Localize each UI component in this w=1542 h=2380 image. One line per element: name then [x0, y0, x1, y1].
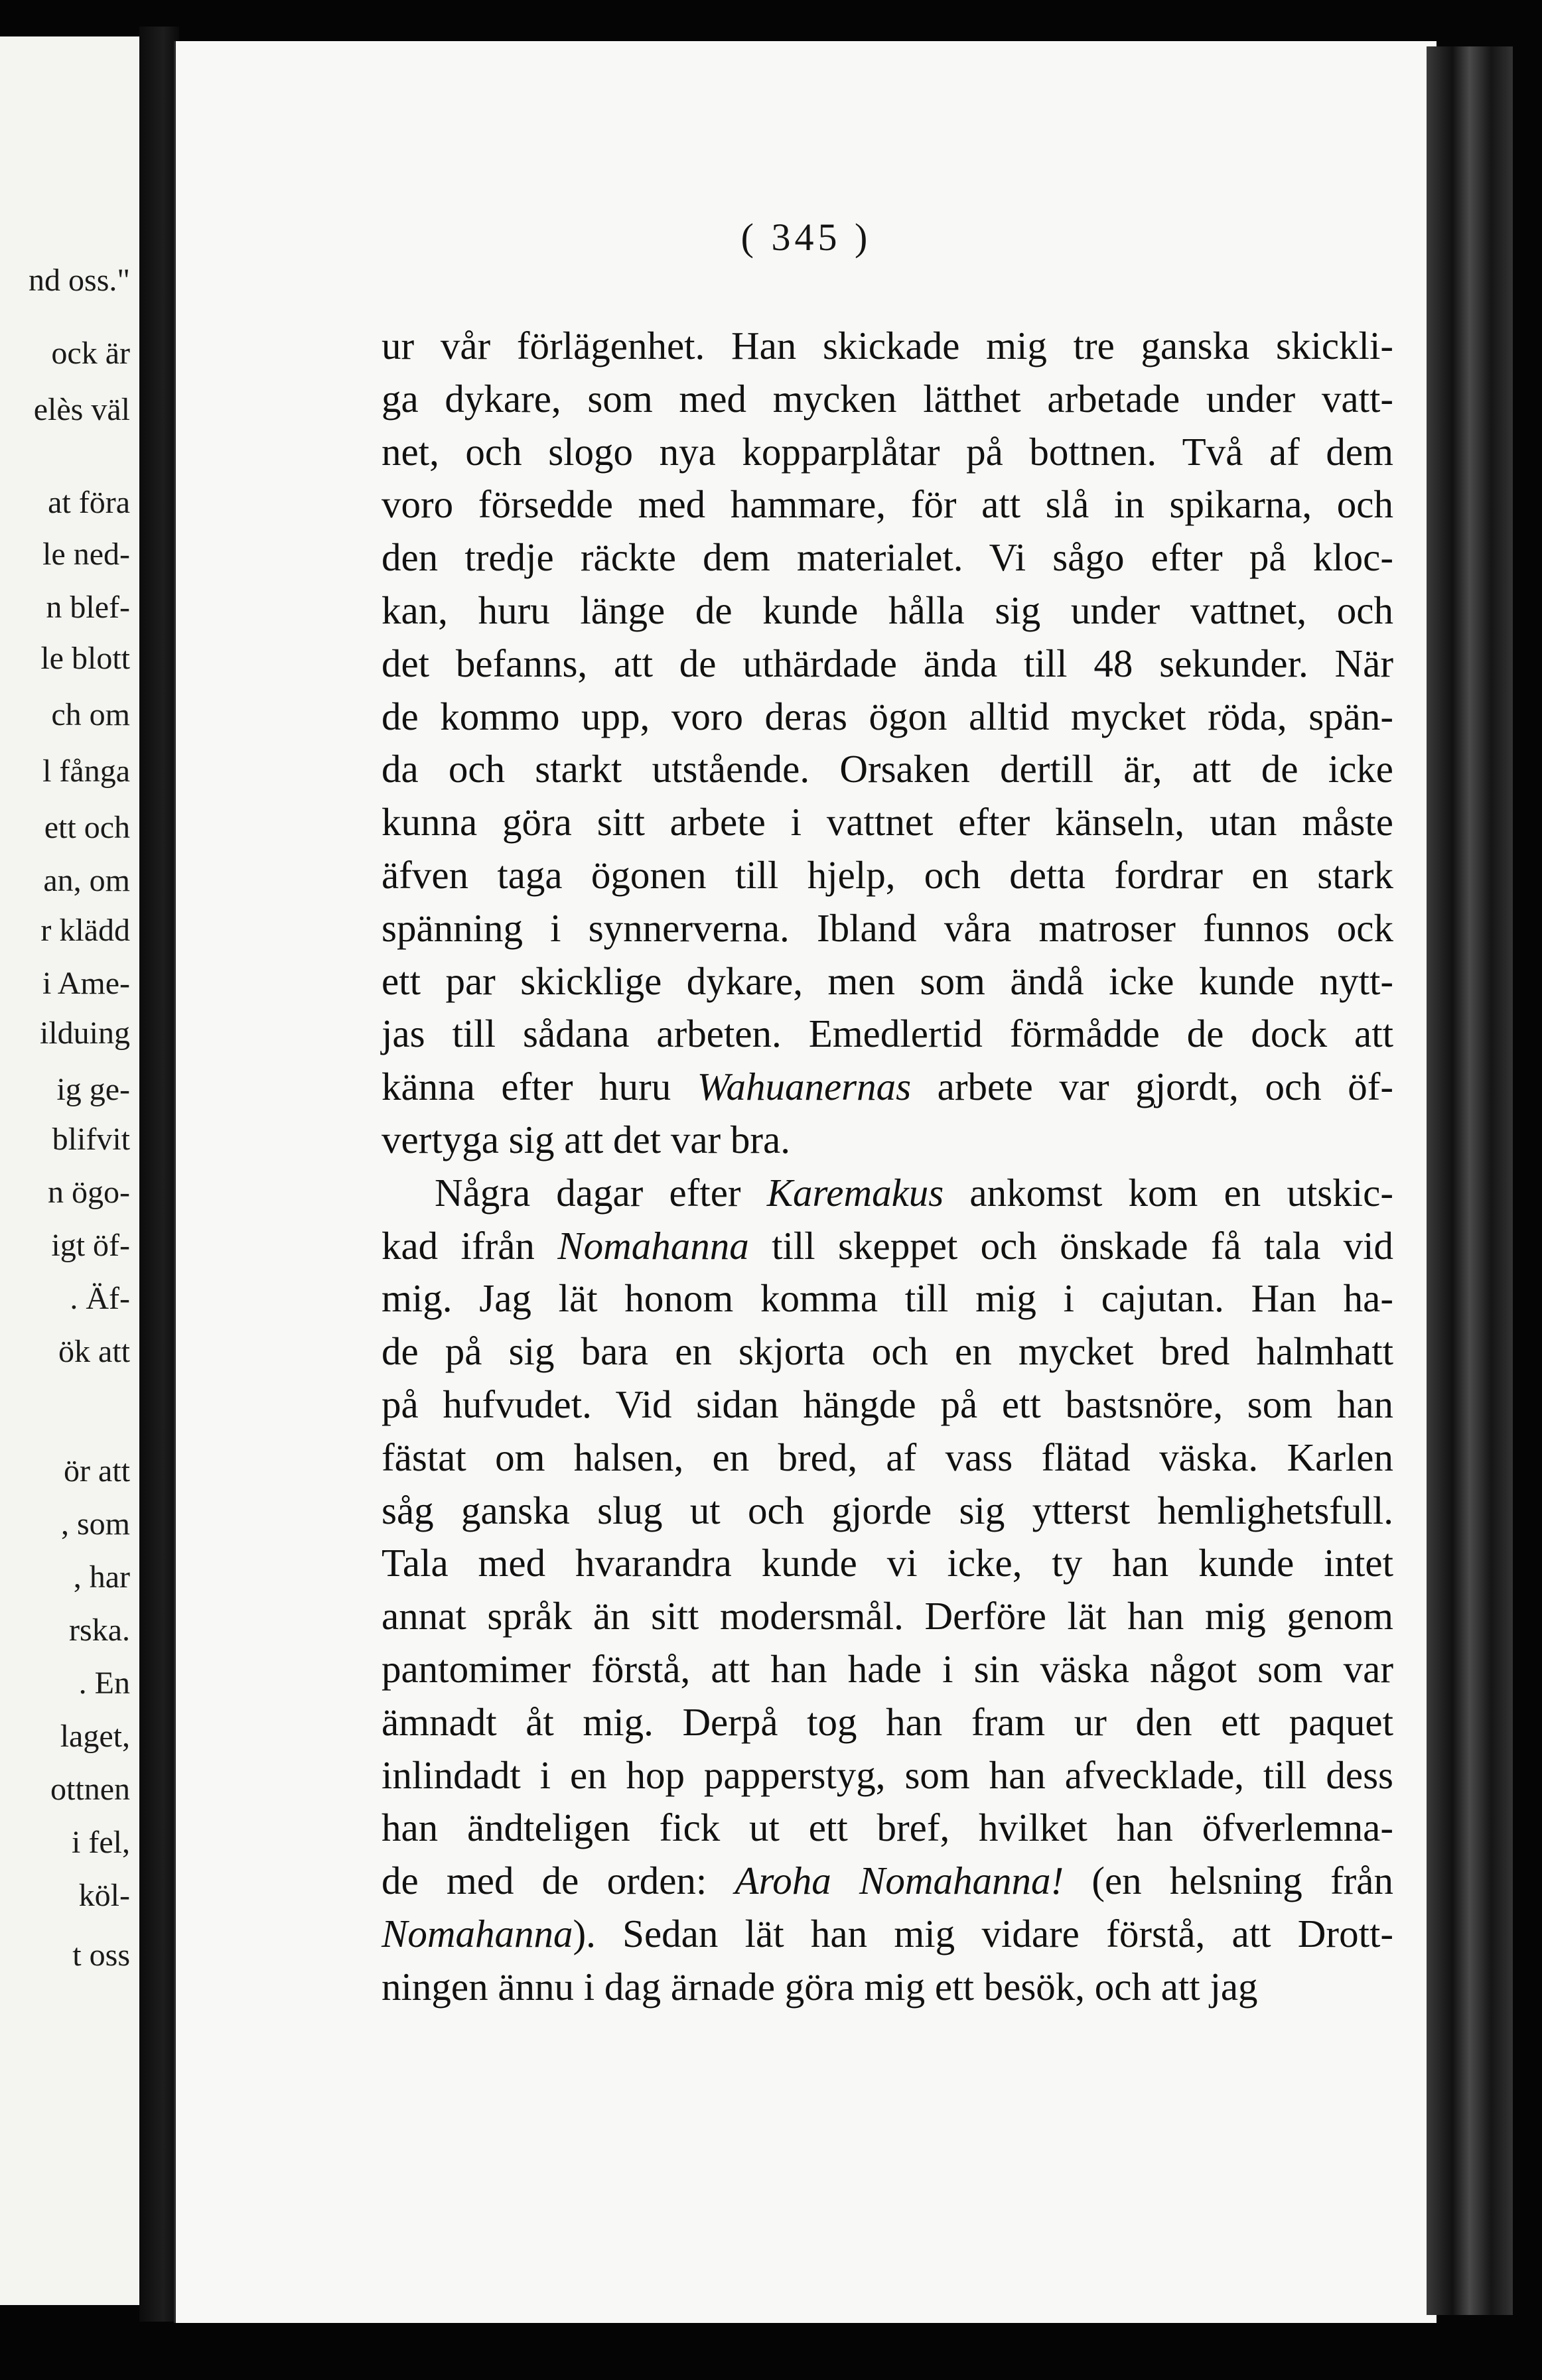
text-line [382, 1325, 1393, 1378]
text-line [382, 1061, 1393, 1114]
text-line [382, 1961, 1393, 2014]
text-line [382, 902, 1393, 955]
text-line [382, 691, 1393, 744]
text-line [382, 1537, 1393, 1590]
left-page-fragment: köl- [78, 1878, 130, 1913]
italic-name: Wahuanernas [697, 1065, 912, 1109]
left-page-fragment: laget, [60, 1719, 130, 1754]
text-line [382, 1008, 1393, 1061]
text-segment: de på sig bara en skjorta och en mycket bred halmhatt [382, 1329, 1393, 1374]
text-line [382, 955, 1393, 1008]
body-text [382, 320, 1393, 2014]
text-line [382, 478, 1393, 531]
text-segment: kan, huru länge de kunde hålla sig under vattnet, och [382, 588, 1393, 632]
text-segment: mig. Jag lät honom komma till mig i cajutan. Han ha- [382, 1276, 1393, 1321]
left-page-fragment: , har [73, 1559, 130, 1595]
italic-name: Nomahanna [382, 1911, 573, 1955]
text-line [382, 1590, 1393, 1643]
text-segment: spänning i synnerverna. Ibland våra matroser funnos ock [382, 905, 1393, 950]
text-segment: voro försedde med hammare, för att slå in spikarna, och [382, 482, 1393, 527]
text-line [382, 1114, 1393, 1167]
left-page-fragment: igt öf- [51, 1228, 130, 1263]
left-page-fragment: at föra [48, 485, 130, 520]
left-page-fragment: t oss [72, 1938, 130, 1973]
text-line [382, 743, 1393, 796]
text-segment: det befanns, att de uthärdade ända till 48 sekunder. När [382, 641, 1393, 685]
left-page-fragment: rska. [69, 1613, 130, 1648]
text-segment: kunna göra sitt arbete i vattnet efter känseln, utan måste [382, 800, 1393, 844]
left-page-fragment: r klädd [40, 913, 130, 948]
left-page-fragment: le blott [40, 641, 130, 676]
text-segment: net, och slogo nya kopparplåtar på bottnen. Två af dem [382, 429, 1393, 474]
text-segment: da och starkt utstående. Orsaken dertill är, att de icke [382, 747, 1393, 791]
text-segment: äfven taga ögonen till hjelp, och detta fordrar en stark [382, 852, 1393, 897]
text-line [382, 373, 1393, 426]
text-segment: inlindadt i en hop papperstyg, som han afvecklade, till dess [382, 1752, 1393, 1797]
text-line [382, 1643, 1393, 1696]
text-segment: kad ifrån [382, 1223, 558, 1268]
left-page-fragment: n ögo- [48, 1175, 130, 1210]
left-page-fragment: ch om [51, 697, 130, 732]
left-page-fragment: ig ge- [56, 1072, 130, 1107]
left-page-fragment: . Äf- [70, 1281, 130, 1316]
page-number: ( 345 ) [740, 216, 872, 259]
text-segment: annat språk än sitt modersmål. Derföre lät han mig genom [382, 1594, 1393, 1638]
left-page-fragment: ock är [51, 336, 130, 371]
text-segment: ämnadt åt mig. Derpå tog han fram ur den ett paquet [382, 1699, 1393, 1744]
italic-name: Karemakus [766, 1170, 944, 1215]
left-page-fragment: ilduing [39, 1016, 130, 1051]
book-gutter [139, 27, 179, 2322]
text-segment: arbete var gjordt, och öf- [911, 1065, 1393, 1109]
text-segment: (en helsning från [1064, 1859, 1393, 1903]
text-line [382, 1696, 1393, 1749]
text-segment: ). Sedan lät han mig vidare förstå, att Drott- [573, 1911, 1393, 1955]
left-page-fragment: elès väl [33, 392, 130, 427]
text-segment: till skeppet och önskade få tala vid [748, 1223, 1394, 1268]
text-segment: den tredje räckte dem materialet. Vi sågo efter på kloc- [382, 535, 1393, 580]
left-page-fragment: ök att [58, 1334, 130, 1369]
text-line [382, 1272, 1393, 1325]
text-segment: pantomimer förstå, att han hade i sin väska något som var [382, 1646, 1393, 1691]
left-page-fragment: le ned- [42, 537, 130, 572]
text-segment: på hufvudet. Vid sidan hängde på ett bastsnöre, som han [382, 1382, 1393, 1426]
left-page-fragment: an, om [43, 863, 130, 898]
text-line [382, 320, 1393, 373]
text-line [382, 1908, 1393, 1961]
text-segment: han ändteligen fick ut ett bref, hvilket han öfverlemna- [382, 1806, 1393, 1850]
text-segment: de kommo upp, voro deras ögon alltid mycket röda, spän- [382, 694, 1393, 738]
text-segment: Några dagar efter [435, 1170, 767, 1215]
book-page [174, 41, 1437, 2323]
text-line [382, 584, 1393, 637]
left-page-fragment: n blef- [46, 590, 130, 625]
text-segment: de med de orden: [382, 1859, 735, 1903]
text-line [382, 637, 1393, 691]
text-segment: Tala med hvarandra kunde vi icke, ty han kunde intet [382, 1541, 1393, 1585]
text-segment: såg ganska slug ut och gjorde sig ytterst hemlighetsfull. [382, 1488, 1393, 1532]
left-page-fragment: i Ame- [42, 966, 130, 1001]
page-edge [1427, 46, 1513, 2315]
text-segment: ett par skicklige dykare, men som ändå icke kunde nytt- [382, 959, 1393, 1003]
left-page-fragment: blifvit [52, 1122, 130, 1157]
text-line [382, 796, 1393, 849]
left-page-fragment: ottnen [50, 1772, 130, 1807]
text-line [382, 1802, 1393, 1855]
text-segment: ga dykare, som med mycken lätthet arbetade under vatt- [382, 376, 1393, 421]
text-segment: ankomst kom en utskic- [944, 1170, 1393, 1215]
text-segment: känna efter huru [382, 1065, 697, 1109]
text-line [382, 1220, 1393, 1273]
text-line [382, 849, 1393, 902]
text-line [382, 1749, 1393, 1802]
text-line [382, 426, 1393, 479]
text-segment: vertyga sig att det var bra. [382, 1117, 790, 1161]
left-page-fragment: , som [60, 1506, 130, 1542]
left-page-fragment: . En [78, 1666, 130, 1701]
italic-name: Nomahanna [557, 1223, 749, 1268]
text-segment: fästat om halsen, en bred, af vass flätad väska. Karlen [382, 1435, 1393, 1479]
text-line [382, 1431, 1393, 1485]
left-page-fragment: ett och [44, 810, 130, 845]
text-line [382, 531, 1393, 584]
text-segment: jas till sådana arbeten. Emedlertid förmådde de dock att [382, 1012, 1393, 1056]
text-line [382, 1485, 1393, 1538]
text-segment: ningen ännu i dag ärnade göra mig ett besök, och att jag [382, 1964, 1258, 2009]
left-page-fragment: i fel, [72, 1825, 130, 1860]
left-facing-page [0, 36, 139, 2305]
text-segment: ur vår förlägenhet. Han skickade mig tre ganska skickli- [382, 324, 1393, 367]
left-page-fragment: ör att [64, 1453, 130, 1488]
text-line [382, 1855, 1393, 1908]
left-page-fragment: l fånga [42, 754, 130, 789]
text-line [382, 1378, 1393, 1431]
text-line [382, 1167, 1393, 1220]
italic-name: Aroha Nomahanna! [735, 1859, 1064, 1903]
left-page-fragment: nd oss." [29, 263, 130, 298]
